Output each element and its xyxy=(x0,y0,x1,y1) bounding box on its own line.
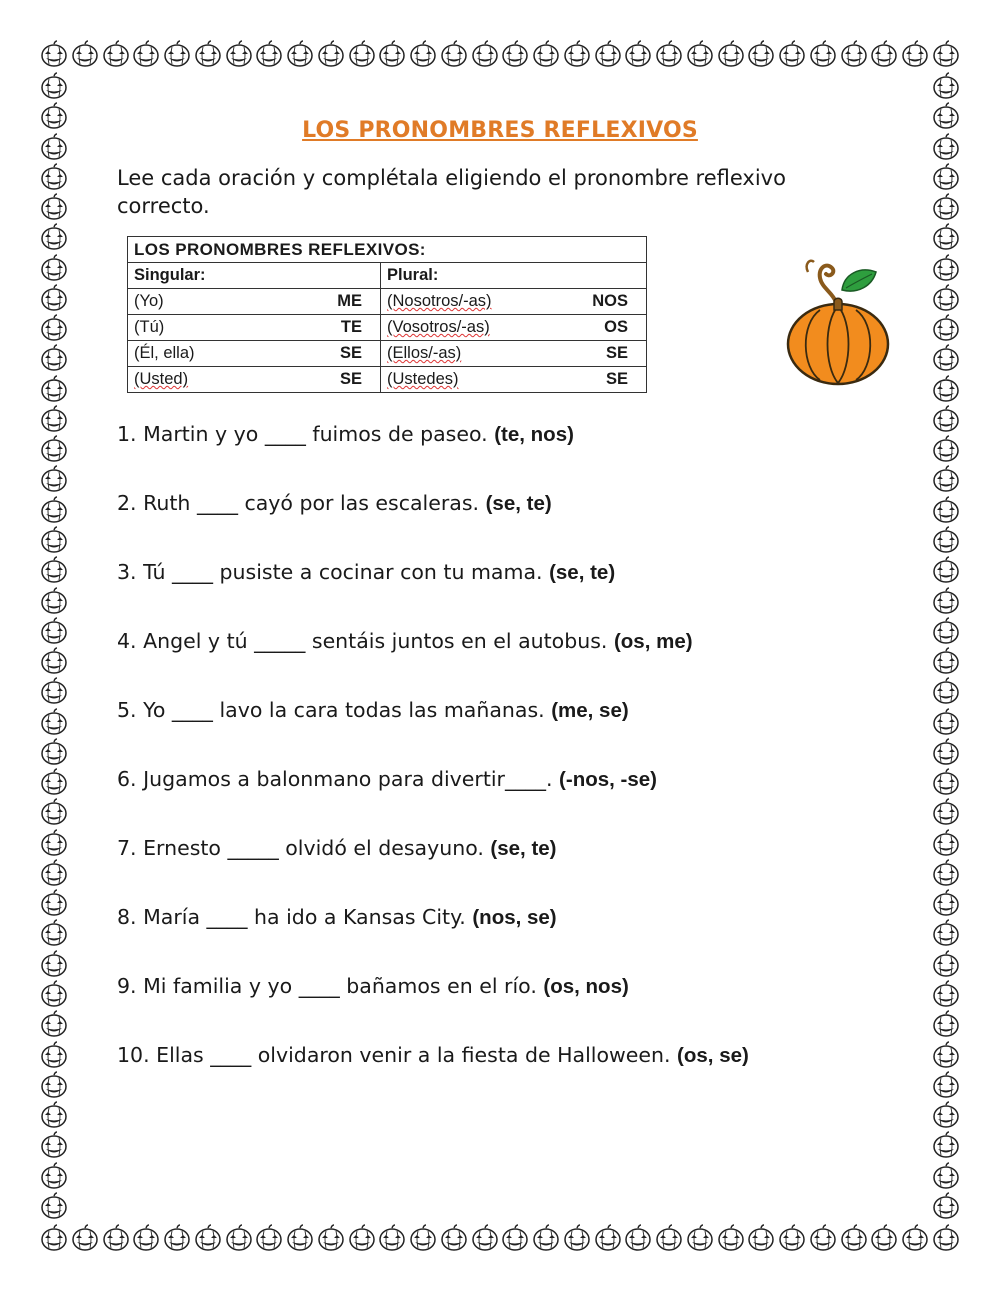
question-text: 3. Tú ____ pusiste a cocinar con tu mama. xyxy=(117,560,543,584)
jack-o-lantern-icon xyxy=(255,40,283,68)
jack-o-lantern-icon xyxy=(932,617,960,645)
jack-o-lantern-icon xyxy=(747,1224,775,1252)
jack-o-lantern-icon xyxy=(932,859,960,887)
jack-o-lantern-icon xyxy=(932,163,960,191)
jack-o-lantern-icon xyxy=(932,677,960,705)
jack-o-lantern-icon xyxy=(932,1162,960,1190)
list-item xyxy=(117,1037,749,1106)
jack-o-lantern-icon xyxy=(40,677,68,705)
jack-o-lantern-icon xyxy=(409,40,437,68)
jack-o-lantern-icon xyxy=(378,40,406,68)
jack-o-lantern-icon xyxy=(40,496,68,524)
jack-o-lantern-icon xyxy=(932,254,960,282)
plural-pronoun: SE xyxy=(605,344,628,362)
jack-o-lantern-icon xyxy=(102,1224,130,1252)
jack-o-lantern-icon xyxy=(932,919,960,947)
list-item xyxy=(117,761,749,830)
jack-o-lantern-icon xyxy=(932,40,960,68)
jack-o-lantern-icon xyxy=(932,556,960,584)
singular-subject: (Él, ella) xyxy=(134,344,195,362)
list-item xyxy=(117,830,749,899)
question-text: 8. María ____ ha ido a Kansas City. xyxy=(117,905,466,929)
jack-o-lantern-icon xyxy=(501,1224,529,1252)
jack-o-lantern-icon xyxy=(40,72,68,100)
question-options: (se, te) xyxy=(485,492,552,515)
jack-o-lantern-icon xyxy=(40,526,68,554)
jack-o-lantern-icon xyxy=(40,617,68,645)
jack-o-lantern-icon xyxy=(932,950,960,978)
jack-o-lantern-icon xyxy=(40,768,68,796)
jack-o-lantern-icon xyxy=(717,1224,745,1252)
jack-o-lantern-icon xyxy=(132,1224,160,1252)
jack-o-lantern-icon xyxy=(194,40,222,68)
plural-subject: (Nosotros/-as) xyxy=(387,292,492,310)
jack-o-lantern-icon xyxy=(932,768,960,796)
plural-subject: (Ustedes) xyxy=(387,370,459,388)
jack-o-lantern-icon xyxy=(932,889,960,917)
jack-o-lantern-icon xyxy=(286,40,314,68)
list-item xyxy=(117,692,749,761)
jack-o-lantern-icon xyxy=(71,40,99,68)
jack-o-lantern-icon xyxy=(102,40,130,68)
jack-o-lantern-icon xyxy=(409,1224,437,1252)
jack-o-lantern-icon xyxy=(132,40,160,68)
jack-o-lantern-icon xyxy=(932,1224,960,1252)
jack-o-lantern-icon xyxy=(532,40,560,68)
table-row xyxy=(128,315,647,341)
jack-o-lantern-icon xyxy=(40,1041,68,1069)
jack-o-lantern-icon xyxy=(440,40,468,68)
jack-o-lantern-icon xyxy=(40,1224,68,1252)
singular-pronoun: TE xyxy=(340,318,362,336)
jack-o-lantern-icon xyxy=(532,1224,560,1252)
jack-o-lantern-icon xyxy=(40,919,68,947)
jack-o-lantern-icon xyxy=(40,1071,68,1099)
pumpkin-border-bottom xyxy=(40,1224,960,1252)
question-text: 6. Jugamos a balonmano para divertir____. xyxy=(117,767,553,791)
jack-o-lantern-icon xyxy=(225,40,253,68)
table-row xyxy=(128,341,647,367)
jack-o-lantern-icon xyxy=(40,1101,68,1129)
jack-o-lantern-icon xyxy=(40,1192,68,1220)
jack-o-lantern-icon xyxy=(40,193,68,221)
question-text: 2. Ruth ____ cayó por las escaleras. xyxy=(117,491,480,515)
plural-pronoun: OS xyxy=(604,318,628,336)
jack-o-lantern-icon xyxy=(286,1224,314,1252)
jack-o-lantern-icon xyxy=(686,40,714,68)
jack-o-lantern-icon xyxy=(932,829,960,857)
jack-o-lantern-icon xyxy=(655,40,683,68)
jack-o-lantern-icon xyxy=(840,1224,868,1252)
jack-o-lantern-icon xyxy=(840,40,868,68)
jack-o-lantern-icon xyxy=(932,375,960,403)
jack-o-lantern-icon xyxy=(563,40,591,68)
jack-o-lantern-icon xyxy=(870,1224,898,1252)
jack-o-lantern-icon xyxy=(40,344,68,372)
jack-o-lantern-icon xyxy=(471,40,499,68)
plural-pronoun: SE xyxy=(605,370,628,388)
jack-o-lantern-icon xyxy=(40,435,68,463)
jack-o-lantern-icon xyxy=(932,708,960,736)
jack-o-lantern-icon xyxy=(40,738,68,766)
list-item xyxy=(117,416,749,485)
question-options: (te, nos) xyxy=(494,423,574,446)
jack-o-lantern-icon xyxy=(40,314,68,342)
jack-o-lantern-icon xyxy=(440,1224,468,1252)
jack-o-lantern-icon xyxy=(40,1162,68,1190)
jack-o-lantern-icon xyxy=(778,40,806,68)
jack-o-lantern-icon xyxy=(348,1224,376,1252)
jack-o-lantern-icon xyxy=(932,193,960,221)
jack-o-lantern-icon xyxy=(932,1131,960,1159)
singular-subject: (Tú) xyxy=(134,318,165,336)
jack-o-lantern-icon xyxy=(932,980,960,1008)
question-list xyxy=(117,416,749,1106)
jack-o-lantern-icon xyxy=(932,435,960,463)
instructions: Lee cada oración y complétala eligiendo el pronombre reflexivo correcto. xyxy=(117,166,786,218)
jack-o-lantern-icon xyxy=(932,587,960,615)
jack-o-lantern-icon xyxy=(40,950,68,978)
question-options: (os, me) xyxy=(613,630,693,653)
table-heading-row xyxy=(128,237,647,263)
question-options: (me, se) xyxy=(551,699,629,722)
jack-o-lantern-icon xyxy=(901,1224,929,1252)
plural-label: Plural: xyxy=(381,263,647,289)
jack-o-lantern-icon xyxy=(932,405,960,433)
jack-o-lantern-icon xyxy=(194,1224,222,1252)
jack-o-lantern-icon xyxy=(932,72,960,100)
jack-o-lantern-icon xyxy=(594,40,622,68)
jack-o-lantern-icon xyxy=(40,40,68,68)
question-options: (se, te) xyxy=(490,837,557,860)
question-options: (-nos, -se) xyxy=(559,768,657,791)
jack-o-lantern-icon xyxy=(778,1224,806,1252)
jack-o-lantern-icon xyxy=(809,40,837,68)
jack-o-lantern-icon xyxy=(501,40,529,68)
jack-o-lantern-icon xyxy=(932,1010,960,1038)
question-text: 7. Ernesto _____ olvidó el desayuno. xyxy=(117,836,484,860)
table-row xyxy=(128,289,647,315)
jack-o-lantern-icon xyxy=(317,1224,345,1252)
jack-o-lantern-icon xyxy=(163,1224,191,1252)
jack-o-lantern-icon xyxy=(40,405,68,433)
jack-o-lantern-icon xyxy=(932,647,960,675)
plural-subject: (Vosotros/-as) xyxy=(387,318,490,336)
jack-o-lantern-icon xyxy=(40,859,68,887)
jack-o-lantern-icon xyxy=(40,708,68,736)
jack-o-lantern-icon xyxy=(40,980,68,1008)
jack-o-lantern-icon xyxy=(932,314,960,342)
question-text: 4. Angel y tú _____ sentáis juntos en el autobus. xyxy=(117,629,608,653)
jack-o-lantern-icon xyxy=(40,1131,68,1159)
jack-o-lantern-icon xyxy=(932,738,960,766)
list-item xyxy=(117,899,749,968)
plural-pronoun: NOS xyxy=(592,292,628,310)
jack-o-lantern-icon xyxy=(809,1224,837,1252)
jack-o-lantern-icon xyxy=(471,1224,499,1252)
list-item xyxy=(117,623,749,692)
jack-o-lantern-icon xyxy=(40,556,68,584)
question-options: (nos, se) xyxy=(472,906,557,929)
jack-o-lantern-icon xyxy=(563,1224,591,1252)
jack-o-lantern-icon xyxy=(163,40,191,68)
jack-o-lantern-icon xyxy=(317,40,345,68)
jack-o-lantern-icon xyxy=(901,40,929,68)
jack-o-lantern-icon xyxy=(932,1101,960,1129)
jack-o-lantern-icon xyxy=(932,344,960,372)
page-title: LOS PRONOMBRES REFLEXIVOS xyxy=(302,118,698,143)
jack-o-lantern-icon xyxy=(348,40,376,68)
list-item xyxy=(117,968,749,1037)
jack-o-lantern-icon xyxy=(71,1224,99,1252)
jack-o-lantern-icon xyxy=(40,587,68,615)
jack-o-lantern-icon xyxy=(932,1041,960,1069)
jack-o-lantern-icon xyxy=(932,284,960,312)
list-item xyxy=(117,485,749,554)
jack-o-lantern-icon xyxy=(655,1224,683,1252)
jack-o-lantern-icon xyxy=(40,163,68,191)
pronoun-table xyxy=(127,236,647,393)
question-options: (os, nos) xyxy=(543,975,629,998)
jack-o-lantern-icon xyxy=(932,798,960,826)
jack-o-lantern-icon xyxy=(870,40,898,68)
jack-o-lantern-icon xyxy=(594,1224,622,1252)
jack-o-lantern-icon xyxy=(932,1071,960,1099)
jack-o-lantern-icon xyxy=(40,798,68,826)
jack-o-lantern-icon xyxy=(624,1224,652,1252)
jack-o-lantern-icon xyxy=(40,1010,68,1038)
question-text: 5. Yo ____ lavo la cara todas las mañanas. xyxy=(117,698,545,722)
jack-o-lantern-icon xyxy=(40,375,68,403)
jack-o-lantern-icon xyxy=(40,889,68,917)
jack-o-lantern-icon xyxy=(932,223,960,251)
question-options: (se, te) xyxy=(549,561,616,584)
pumpkin-border-top xyxy=(40,40,960,68)
singular-subject: (Usted) xyxy=(134,370,189,388)
jack-o-lantern-icon xyxy=(686,1224,714,1252)
jack-o-lantern-icon xyxy=(378,1224,406,1252)
jack-o-lantern-icon xyxy=(40,223,68,251)
jack-o-lantern-icon xyxy=(717,40,745,68)
pumpkin-border-right xyxy=(932,72,960,1220)
jack-o-lantern-icon xyxy=(255,1224,283,1252)
jack-o-lantern-icon xyxy=(932,496,960,524)
pumpkin-icon xyxy=(780,252,895,387)
list-item xyxy=(117,554,749,623)
question-options: (os, se) xyxy=(677,1044,749,1067)
jack-o-lantern-icon xyxy=(932,526,960,554)
pumpkin-border-left xyxy=(40,72,68,1220)
plural-subject: (Ellos/-as) xyxy=(387,344,462,362)
table-subheading-row xyxy=(128,263,647,289)
question-text: 1. Martin y yo ____ fuimos de paseo. xyxy=(117,422,488,446)
jack-o-lantern-icon xyxy=(40,284,68,312)
jack-o-lantern-icon xyxy=(932,465,960,493)
singular-pronoun: ME xyxy=(337,292,362,310)
jack-o-lantern-icon xyxy=(225,1224,253,1252)
table-row xyxy=(128,367,647,393)
jack-o-lantern-icon xyxy=(40,465,68,493)
singular-label: Singular: xyxy=(128,263,381,289)
jack-o-lantern-icon xyxy=(40,254,68,282)
jack-o-lantern-icon xyxy=(624,40,652,68)
jack-o-lantern-icon xyxy=(932,1192,960,1220)
singular-subject: (Yo) xyxy=(134,292,164,310)
jack-o-lantern-icon xyxy=(747,40,775,68)
singular-pronoun: SE xyxy=(339,344,362,362)
question-text: 9. Mi familia y yo ____ bañamos en el río. xyxy=(117,974,537,998)
question-text: 10. Ellas ____ olvidaron venir a la fiesta de Halloween. xyxy=(117,1043,671,1067)
singular-pronoun: SE xyxy=(339,370,362,388)
jack-o-lantern-icon xyxy=(40,829,68,857)
jack-o-lantern-icon xyxy=(40,647,68,675)
table-heading: LOS PRONOMBRES REFLEXIVOS: xyxy=(128,237,647,263)
